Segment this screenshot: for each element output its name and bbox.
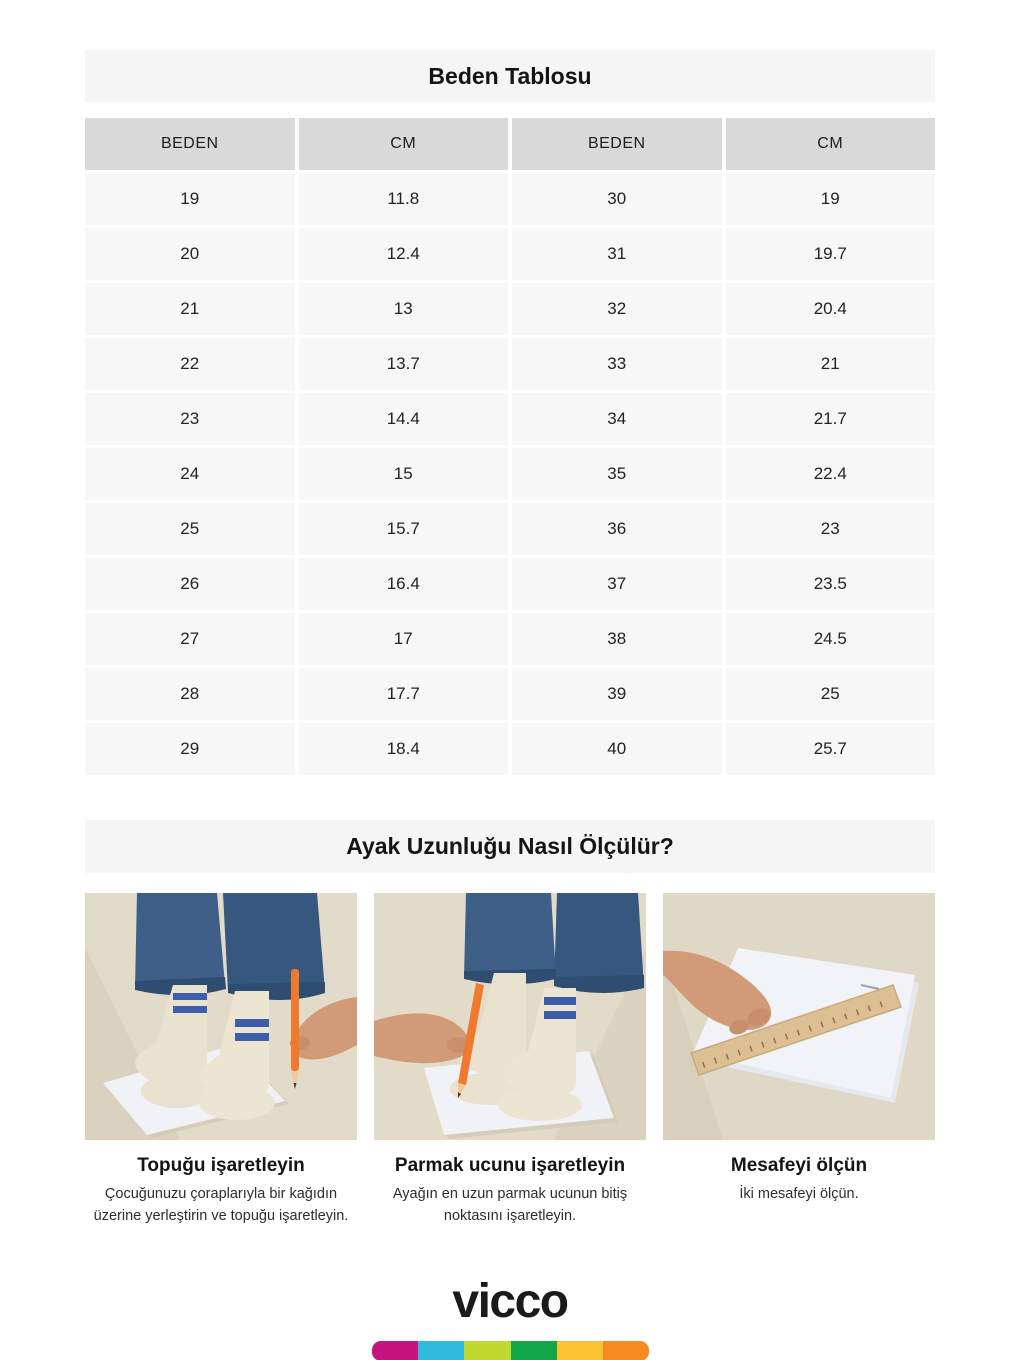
rainbow-segment: [603, 1341, 649, 1360]
table-cell: 21.7: [726, 393, 936, 445]
table-cell: 19: [85, 173, 295, 225]
step-mark-toe: [374, 893, 646, 1228]
measure-steps: [85, 893, 935, 1228]
table-cell: 36: [512, 503, 722, 555]
step-heading-heel: Topuğu işaretleyin: [137, 1155, 305, 1176]
step-measure-distance: [663, 893, 935, 1228]
step-heading-measure: Mesafeyi ölçün: [730, 1155, 868, 1176]
vicco-rainbow-bar: [372, 1341, 649, 1360]
table-cell: 20: [85, 228, 295, 280]
table-row: [85, 723, 935, 775]
table-cell: 24: [85, 448, 295, 500]
table-cell: 25: [85, 503, 295, 555]
rainbow-segment: [418, 1341, 464, 1360]
rainbow-segment: [372, 1341, 418, 1360]
table-cell: 19.7: [726, 228, 936, 280]
table-cell: 13.7: [299, 338, 509, 390]
table-row: [85, 668, 935, 720]
table-cell: 17: [299, 613, 509, 665]
table-cell: 15: [299, 448, 509, 500]
measure-section-title-band: [85, 820, 935, 873]
table-cell: 25: [726, 668, 936, 720]
table-cell: 15.7: [299, 503, 509, 555]
rainbow-segment: [464, 1341, 510, 1360]
size-table-header-cm-2: CM: [726, 118, 936, 170]
table-cell: 39: [512, 668, 722, 720]
table-row: [85, 173, 935, 225]
table-cell: 33: [512, 338, 722, 390]
step-mark-heel: [85, 893, 357, 1228]
table-row: [85, 393, 935, 445]
table-cell: 37: [512, 558, 722, 610]
toe-marking-photo: [374, 893, 646, 1140]
step-description-toe: Ayağın en uzun parmak ucunun bitiş noktasını işaretleyin.: [392, 1186, 628, 1224]
table-cell: 23: [85, 393, 295, 445]
table-cell: 30: [512, 173, 722, 225]
table-cell: 23: [726, 503, 936, 555]
table-cell: 21: [85, 283, 295, 335]
table-cell: 13: [299, 283, 509, 335]
table-cell: 24.5: [726, 613, 936, 665]
table-cell: 18.4: [299, 723, 509, 775]
table-cell: 21: [726, 338, 936, 390]
table-cell: 31: [512, 228, 722, 280]
ruler-measuring-photo: [663, 893, 935, 1140]
size-table: [85, 118, 935, 775]
size-table-title-band: [85, 50, 935, 102]
rainbow-segment: [511, 1341, 557, 1360]
table-row: [85, 228, 935, 280]
table-cell: 32: [512, 283, 722, 335]
table-cell: 12.4: [299, 228, 509, 280]
table-cell: 23.5: [726, 558, 936, 610]
size-table-body: [85, 173, 935, 775]
table-cell: 16.4: [299, 558, 509, 610]
table-cell: 28: [85, 668, 295, 720]
table-cell: 19: [726, 173, 936, 225]
table-cell: 27: [85, 613, 295, 665]
table-cell: 35: [512, 448, 722, 500]
table-cell: 22: [85, 338, 295, 390]
table-row: [85, 338, 935, 390]
table-row: [85, 448, 935, 500]
table-cell: 38: [512, 613, 722, 665]
rainbow-segment: [557, 1341, 603, 1360]
table-row: [85, 503, 935, 555]
table-cell: 20.4: [726, 283, 936, 335]
table-cell: 11.8: [299, 173, 509, 225]
table-cell: 22.4: [726, 448, 936, 500]
size-table-header-row: [85, 118, 935, 170]
table-cell: 14.4: [299, 393, 509, 445]
table-row: [85, 613, 935, 665]
table-cell: 29: [85, 723, 295, 775]
table-cell: 34: [512, 393, 722, 445]
step-heading-toe: Parmak ucunu işaretleyin: [394, 1155, 626, 1176]
table-cell: 17.7: [299, 668, 509, 720]
step-description-measure: İki mesafeyi ölçün.: [739, 1186, 859, 1202]
vicco-logo: vicco: [452, 1275, 568, 1328]
table-row: [85, 558, 935, 610]
table-cell: 40: [512, 723, 722, 775]
size-table-header-beden-2: BEDEN: [512, 118, 722, 170]
table-cell: 25.7: [726, 723, 936, 775]
size-table-header-cm-1: CM: [299, 118, 509, 170]
table-row: [85, 283, 935, 335]
table-cell: 26: [85, 558, 295, 610]
measure-section-title: Ayak Uzunluğu Nasıl Ölçülür?: [346, 833, 674, 859]
size-table-header-beden-1: BEDEN: [85, 118, 295, 170]
heel-marking-photo: [85, 893, 357, 1140]
size-table-title: Beden Tablosu: [428, 62, 592, 89]
step-description-heel: Çocuğunuzu çoraplarıyla bir kağıdın üzerine yerleştirin ve topuğu işaretleyin.: [93, 1186, 349, 1224]
